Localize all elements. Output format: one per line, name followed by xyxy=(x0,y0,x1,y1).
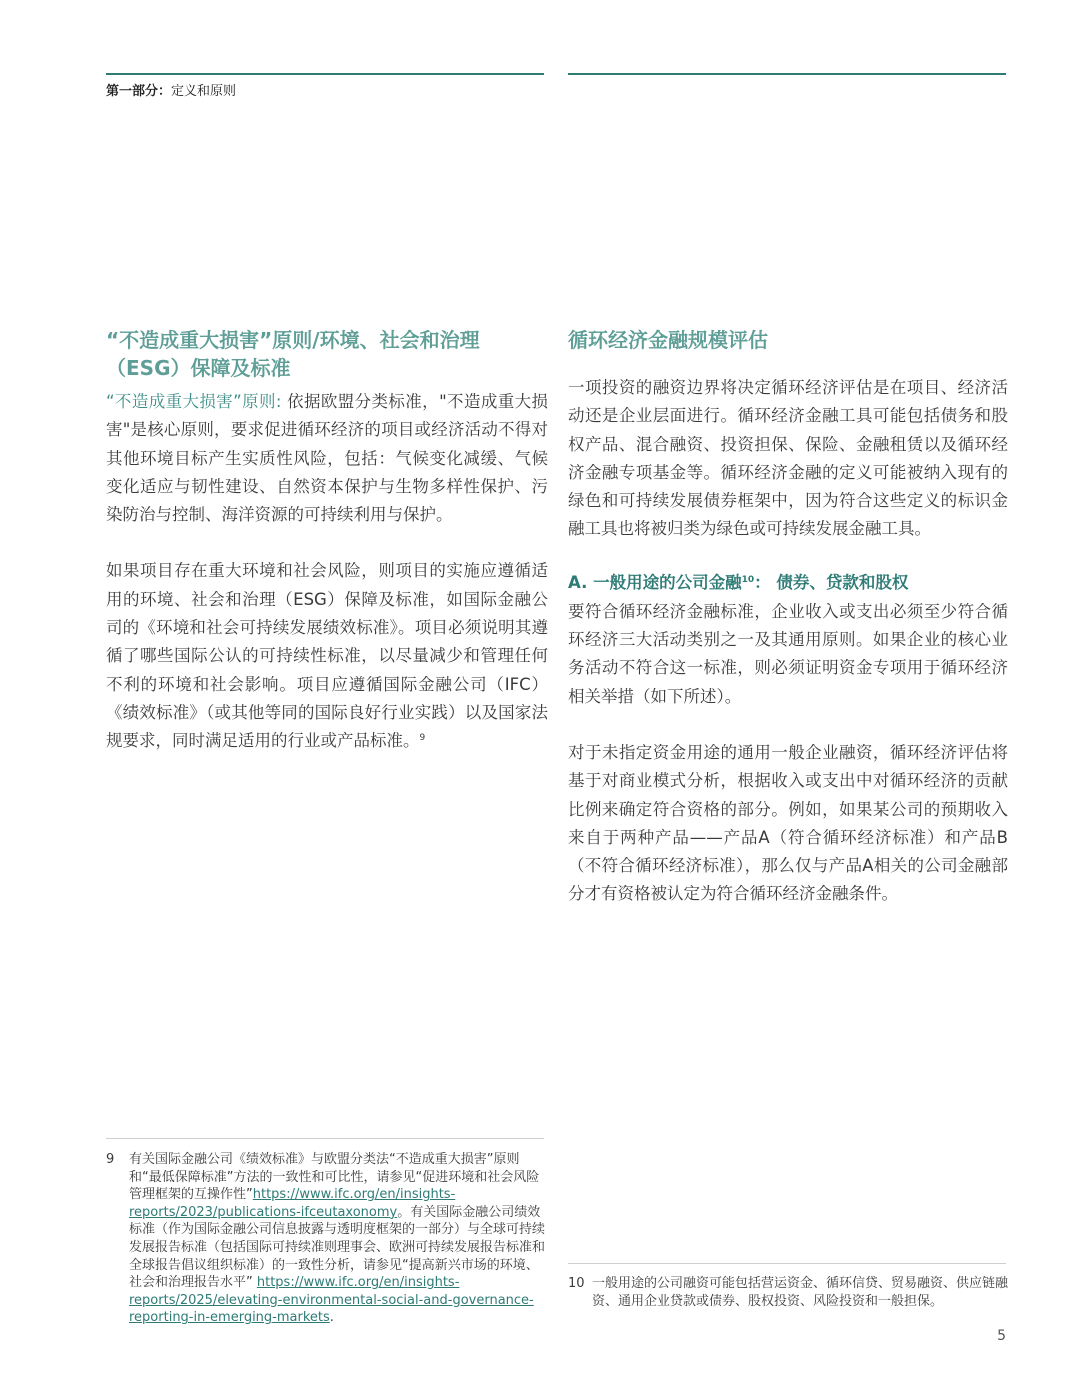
footnote-9-text-2: 。有关国际金融公司绩效标准（作为国际金融公司信息披露与透明度框架的一部分）与全球可持续发展报告标准（包括国际可持续准则理事会、欧洲可持续发展报告标准和全球报告倡议组织标准）的一致性分析，请参见“提高新兴市场的环境、社会和治理报告水平” xyxy=(129,1204,546,1291)
header-rule-left xyxy=(106,73,544,75)
footnote-9-link-2[interactable]: https://www.ifc.org/en/insights-reports/2025/elevating-environmental-social-and-governance-reporting-in-emerging-markets xyxy=(129,1275,534,1326)
dnsh-lead: “不造成重大损害”原则: xyxy=(106,392,282,411)
right-heading: 循环经济金融规模评估 xyxy=(568,328,768,352)
footnote-9 xyxy=(106,1151,546,1327)
footnote-rule-left xyxy=(106,1138,544,1139)
footnote-10 xyxy=(568,1275,1008,1310)
right-paragraph-1: 一项投资的融资边界将决定循环经济评估是在项目、经济活动还是企业层面进行。循环经济金融工具可能包括债务和股权产品、混合融资、投资担保、保险、金融租赁以及循环经济金融专项基金等。循环经济金融的定义可能被纳入现有的绿色和可持续发展债券框架中，因为符合这些定义的标识金融工具也将被归类为绿色或可持续发展金融工具。 xyxy=(568,378,1008,539)
footnote-9-number: 9 xyxy=(106,1152,115,1167)
subheading-part-a: A. 一般用途的公司金融 xyxy=(568,572,742,592)
footnote-9-text-1: 有关国际金融公司《绩效标准》与欧盟分类法“不造成重大损害”原则和“最低保障标准”方法的一致性和可比性，请参见“促进环境和社会风险管理框架的互操作性” xyxy=(129,1152,540,1203)
subheading-general-purpose xyxy=(568,570,1008,596)
right-paragraph-3: 对于未指定资金用途的通用一般企业融资，循环经济评估将基于对商业模式分析，根据收入或支出中对循环经济的贡献比例来确定符合资格的部分。例如，如果某公司的预期收入来自于两种产品——产品A（符合循环经济标准）和产品B（不符合循环经济标准），那么仅与产品A相关的公司金融部分才有资格被认定为符合循环经济金融条件。 xyxy=(568,742,1008,904)
footnote-9-body xyxy=(129,1151,546,1327)
left-paragraph-2 xyxy=(106,557,548,755)
footnote-ref-10[interactable]: 10 xyxy=(741,574,755,585)
footnote-9-text-3: . xyxy=(329,1310,334,1326)
footnote-9-link-1[interactable]: https://www.ifc.org/en/insights-reports/2023/publications-ifceutaxonomy xyxy=(129,1187,456,1220)
left-heading: “不造成重大损害”原则/环境、社会和治理（ESG）保障及标准 xyxy=(106,328,480,380)
left-paragraph-1 xyxy=(106,388,548,529)
footnote-rule-right xyxy=(568,1263,1006,1264)
right-column xyxy=(568,326,1008,909)
subheading-part-b: ： 债券、贷款和股权 xyxy=(754,572,909,592)
footnote-10-body: 一般用途的公司融资可能包括营运资金、循环信贷、贸易融资、供应链融资、通用企业贷款或债券、股权投资、风险投资和一般担保。 xyxy=(592,1276,1009,1309)
left-paragraph-2-text: 如果项目存在重大环境和社会风险，则项目的实施应遵循适用的环境、社会和治理（ESG）保障及标准，如国际金融公司的《环境和社会可持续发展绩效标准》。项目必须说明其遵循了哪些国际公认的可持续性标准，以尽量减少和管理任何不利的环境和社会影响。项目应遵循国际金融公司（IFC）《绩效标准》（或其他等同的国际良好行业实践）以及国家法规要求，同时满足适用的行业或产品标准。 xyxy=(106,561,548,751)
section-label-bold: 第一部分： xyxy=(106,84,172,99)
right-paragraph-2: 要符合循环经济金融标准，企业收入或支出必须至少符合循环经济三大活动类别之一及其通用原则。如果企业的核心业务活动不符合这一标准，则必须证明资金专项用于循环经济相关举措（如下所述）。 xyxy=(568,601,1008,706)
page-number: 5 xyxy=(997,1328,1006,1344)
footnote-10-number: 10 xyxy=(568,1276,585,1291)
header-rule-right xyxy=(568,73,1006,75)
footnote-ref-9[interactable]: 9 xyxy=(419,733,426,744)
left-paragraph-1-text: 依据欧盟分类标准，"不造成重大损害"是核心原则，要求促进循环经济的项目或经济活动不得对其他环境目标产生实质性风险，包括：气候变化减缓、气候变化适应与韧性建设、自然资本保护与生物多样性保护、污染防治与控制、海洋资源的可持续利用与保护。 xyxy=(106,392,548,525)
section-label xyxy=(106,83,236,101)
section-label-title: 定义和原则 xyxy=(171,84,237,99)
left-column xyxy=(106,326,548,756)
